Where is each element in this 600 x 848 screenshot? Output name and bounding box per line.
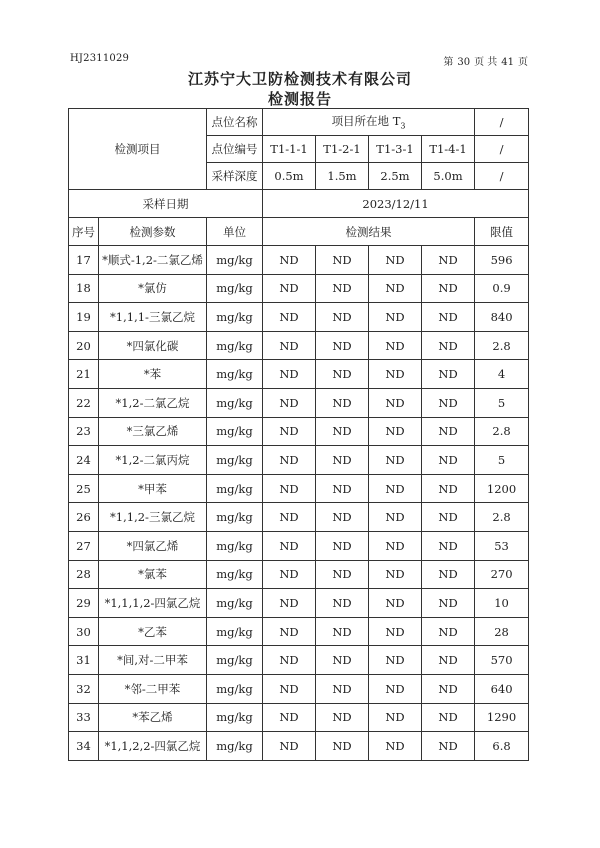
- row-result: ND: [316, 560, 369, 589]
- row-result: ND: [263, 503, 316, 532]
- row-limit: 640: [475, 674, 529, 703]
- point-code: T1-1-1: [263, 136, 316, 163]
- row-unit: mg/kg: [207, 732, 263, 761]
- row-seq: 34: [69, 732, 99, 761]
- row-result: ND: [422, 331, 475, 360]
- row-unit: mg/kg: [207, 303, 263, 332]
- row-seq: 20: [69, 331, 99, 360]
- col-seq: 序号: [69, 218, 99, 246]
- table-row: [69, 417, 529, 446]
- row-result: ND: [263, 388, 316, 417]
- table-row: [69, 531, 529, 560]
- row-result: ND: [263, 360, 316, 389]
- row-seq: 24: [69, 446, 99, 475]
- table-row: [69, 703, 529, 732]
- row-result: ND: [369, 617, 422, 646]
- item-label-cell: 检测项目: [69, 109, 207, 190]
- table-row: [69, 246, 529, 275]
- row-result: ND: [422, 474, 475, 503]
- row-unit: mg/kg: [207, 503, 263, 532]
- depth-label: 采样深度: [207, 163, 263, 190]
- row-result: ND: [316, 360, 369, 389]
- row-limit: 53: [475, 531, 529, 560]
- row-result: ND: [316, 646, 369, 675]
- row-seq: 27: [69, 531, 99, 560]
- row-result: ND: [422, 531, 475, 560]
- date-label: 采样日期: [69, 190, 263, 218]
- page-indicator: [439, 53, 528, 68]
- row-param: *氯仿: [99, 274, 207, 303]
- company-name: 江苏宁大卫防检测技术有限公司: [187, 70, 412, 88]
- point-code-label: 点位编号: [207, 136, 263, 163]
- row-unit: mg/kg: [207, 703, 263, 732]
- row-result: ND: [316, 303, 369, 332]
- point-code: T1-3-1: [369, 136, 422, 163]
- row-unit: mg/kg: [207, 246, 263, 275]
- row-seq: 28: [69, 560, 99, 589]
- row-limit: 28: [475, 617, 529, 646]
- row-unit: mg/kg: [207, 331, 263, 360]
- row-result: ND: [422, 417, 475, 446]
- row-seq: 21: [69, 360, 99, 389]
- table-row: [69, 674, 529, 703]
- row-result: ND: [263, 617, 316, 646]
- row-param: *乙苯: [99, 617, 207, 646]
- row-result: ND: [422, 274, 475, 303]
- table-row: [69, 589, 529, 618]
- col-unit: 单位: [207, 218, 263, 246]
- row-unit: mg/kg: [207, 274, 263, 303]
- table-row: [69, 646, 529, 675]
- row-result: ND: [263, 674, 316, 703]
- row-unit: mg/kg: [207, 531, 263, 560]
- row-result: ND: [316, 246, 369, 275]
- row-limit: 596: [475, 246, 529, 275]
- row-result: ND: [369, 474, 422, 503]
- row-unit: mg/kg: [207, 617, 263, 646]
- date-row: [69, 190, 529, 218]
- point-code: T1-2-1: [316, 136, 369, 163]
- slash-cell: /: [475, 136, 529, 163]
- row-result: ND: [369, 331, 422, 360]
- row-limit: 2.8: [475, 417, 529, 446]
- row-result: ND: [263, 560, 316, 589]
- row-param: *1,1,1,2-四氯乙烷: [99, 589, 207, 618]
- row-param: *1,1,2,2-四氯乙烷: [99, 732, 207, 761]
- row-result: ND: [263, 646, 316, 675]
- row-result: ND: [263, 446, 316, 475]
- row-result: ND: [369, 703, 422, 732]
- row-unit: mg/kg: [207, 474, 263, 503]
- project-location-subscript: 3: [400, 121, 406, 131]
- row-result: ND: [316, 388, 369, 417]
- row-seq: 23: [69, 417, 99, 446]
- row-param: *邻-二甲苯: [99, 674, 207, 703]
- page-total: 41: [501, 57, 514, 68]
- row-result: ND: [422, 246, 475, 275]
- row-limit: 5: [475, 446, 529, 475]
- table-row: [69, 303, 529, 332]
- row-param: *1,1,1-三氯乙烷: [99, 303, 207, 332]
- row-result: ND: [369, 417, 422, 446]
- row-limit: 2.8: [475, 503, 529, 532]
- row-result: ND: [422, 589, 475, 618]
- row-result: ND: [316, 417, 369, 446]
- sample-depth: 1.5m: [316, 163, 369, 190]
- row-limit: 840: [475, 303, 529, 332]
- row-param: *顺式-1,2-二氯乙烯: [99, 246, 207, 275]
- column-header-row: [69, 218, 529, 246]
- project-location-text: 项目所在地 T: [331, 114, 401, 129]
- row-result: ND: [422, 446, 475, 475]
- row-result: ND: [316, 274, 369, 303]
- table-row: [69, 360, 529, 389]
- row-param: *苯乙烯: [99, 703, 207, 732]
- row-result: ND: [316, 617, 369, 646]
- table-row: [69, 388, 529, 417]
- row-result: ND: [263, 703, 316, 732]
- row-result: ND: [316, 331, 369, 360]
- row-result: ND: [263, 331, 316, 360]
- row-result: ND: [369, 503, 422, 532]
- row-seq: 30: [69, 617, 99, 646]
- row-unit: mg/kg: [207, 446, 263, 475]
- page-number: 30: [457, 57, 471, 68]
- row-result: ND: [369, 274, 422, 303]
- table-row: [69, 560, 529, 589]
- data-rows: [69, 246, 529, 761]
- col-limit: 限值: [475, 218, 529, 246]
- row-result: ND: [316, 589, 369, 618]
- row-seq: 25: [69, 474, 99, 503]
- row-result: ND: [263, 531, 316, 560]
- col-result: 检测结果: [263, 218, 475, 246]
- row-result: ND: [369, 589, 422, 618]
- row-unit: mg/kg: [207, 360, 263, 389]
- row-result: ND: [369, 446, 422, 475]
- row-seq: 33: [69, 703, 99, 732]
- row-limit: 270: [475, 560, 529, 589]
- table-row: [69, 274, 529, 303]
- row-param: *1,2-二氯丙烷: [99, 446, 207, 475]
- row-result: ND: [316, 703, 369, 732]
- row-result: ND: [263, 732, 316, 761]
- row-result: ND: [369, 303, 422, 332]
- row-limit: 2.8: [475, 331, 529, 360]
- row-result: ND: [316, 732, 369, 761]
- row-limit: 1200: [475, 474, 529, 503]
- row-result: ND: [316, 474, 369, 503]
- row-unit: mg/kg: [207, 646, 263, 675]
- point-name-label: 点位名称: [207, 109, 263, 136]
- table-row: [69, 331, 529, 360]
- row-limit: 4: [475, 360, 529, 389]
- row-unit: mg/kg: [207, 388, 263, 417]
- row-unit: mg/kg: [207, 560, 263, 589]
- page-suffix: 页: [518, 57, 528, 68]
- slash-cell: /: [475, 163, 529, 190]
- table-row: [69, 732, 529, 761]
- table-row: [69, 617, 529, 646]
- row-result: ND: [369, 360, 422, 389]
- row-result: ND: [316, 503, 369, 532]
- project-location: [263, 109, 475, 136]
- page-mid: 页 共: [474, 57, 498, 68]
- row-result: ND: [369, 531, 422, 560]
- row-seq: 17: [69, 246, 99, 275]
- row-result: ND: [369, 246, 422, 275]
- row-result: ND: [263, 246, 316, 275]
- row-result: ND: [263, 303, 316, 332]
- row-result: ND: [422, 388, 475, 417]
- table-row: [69, 503, 529, 532]
- row-param: *苯: [99, 360, 207, 389]
- row-param: *间,对-二甲苯: [99, 646, 207, 675]
- row-result: ND: [369, 560, 422, 589]
- row-param: *四氯乙烯: [99, 531, 207, 560]
- row-seq: 22: [69, 388, 99, 417]
- row-param: *甲苯: [99, 474, 207, 503]
- row-result: ND: [422, 674, 475, 703]
- row-result: ND: [369, 674, 422, 703]
- header-row-point-name: [69, 109, 529, 136]
- table-row: [69, 474, 529, 503]
- row-result: ND: [369, 646, 422, 675]
- row-seq: 26: [69, 503, 99, 532]
- row-result: ND: [422, 732, 475, 761]
- row-limit: 1290: [475, 703, 529, 732]
- row-limit: 570: [475, 646, 529, 675]
- row-limit: 10: [475, 589, 529, 618]
- report-title: 检测报告: [267, 90, 332, 108]
- row-seq: 32: [69, 674, 99, 703]
- page-prefix: 第: [443, 57, 454, 68]
- row-result: ND: [369, 388, 422, 417]
- results-table: [68, 108, 529, 761]
- row-result: ND: [422, 503, 475, 532]
- sample-depth: 2.5m: [369, 163, 422, 190]
- row-result: ND: [422, 303, 475, 332]
- row-limit: 6.8: [475, 732, 529, 761]
- row-param: *1,1,2-三氯乙烷: [99, 503, 207, 532]
- row-unit: mg/kg: [207, 674, 263, 703]
- row-result: ND: [422, 617, 475, 646]
- sample-depth: 0.5m: [263, 163, 316, 190]
- row-result: ND: [263, 474, 316, 503]
- col-param: 检测参数: [99, 218, 207, 246]
- row-result: ND: [316, 531, 369, 560]
- row-result: ND: [422, 360, 475, 389]
- row-seq: 31: [69, 646, 99, 675]
- document-number: HJ2311029: [70, 53, 130, 64]
- row-seq: 29: [69, 589, 99, 618]
- row-result: ND: [263, 274, 316, 303]
- table-row: [69, 446, 529, 475]
- row-result: ND: [422, 646, 475, 675]
- row-result: ND: [263, 417, 316, 446]
- row-limit: 0.9: [475, 274, 529, 303]
- row-result: ND: [316, 674, 369, 703]
- row-result: ND: [263, 589, 316, 618]
- row-unit: mg/kg: [207, 589, 263, 618]
- row-result: ND: [316, 446, 369, 475]
- row-result: ND: [422, 560, 475, 589]
- point-code: T1-4-1: [422, 136, 475, 163]
- row-param: *三氯乙烯: [99, 417, 207, 446]
- row-param: *四氯化碳: [99, 331, 207, 360]
- row-seq: 18: [69, 274, 99, 303]
- date-value: 2023/12/11: [263, 190, 529, 218]
- row-unit: mg/kg: [207, 417, 263, 446]
- sample-depth: 5.0m: [422, 163, 475, 190]
- row-param: *1,2-二氯乙烷: [99, 388, 207, 417]
- row-seq: 19: [69, 303, 99, 332]
- row-result: ND: [422, 703, 475, 732]
- row-param: *氯苯: [99, 560, 207, 589]
- row-result: ND: [369, 732, 422, 761]
- row-limit: 5: [475, 388, 529, 417]
- slash-cell: /: [475, 109, 529, 136]
